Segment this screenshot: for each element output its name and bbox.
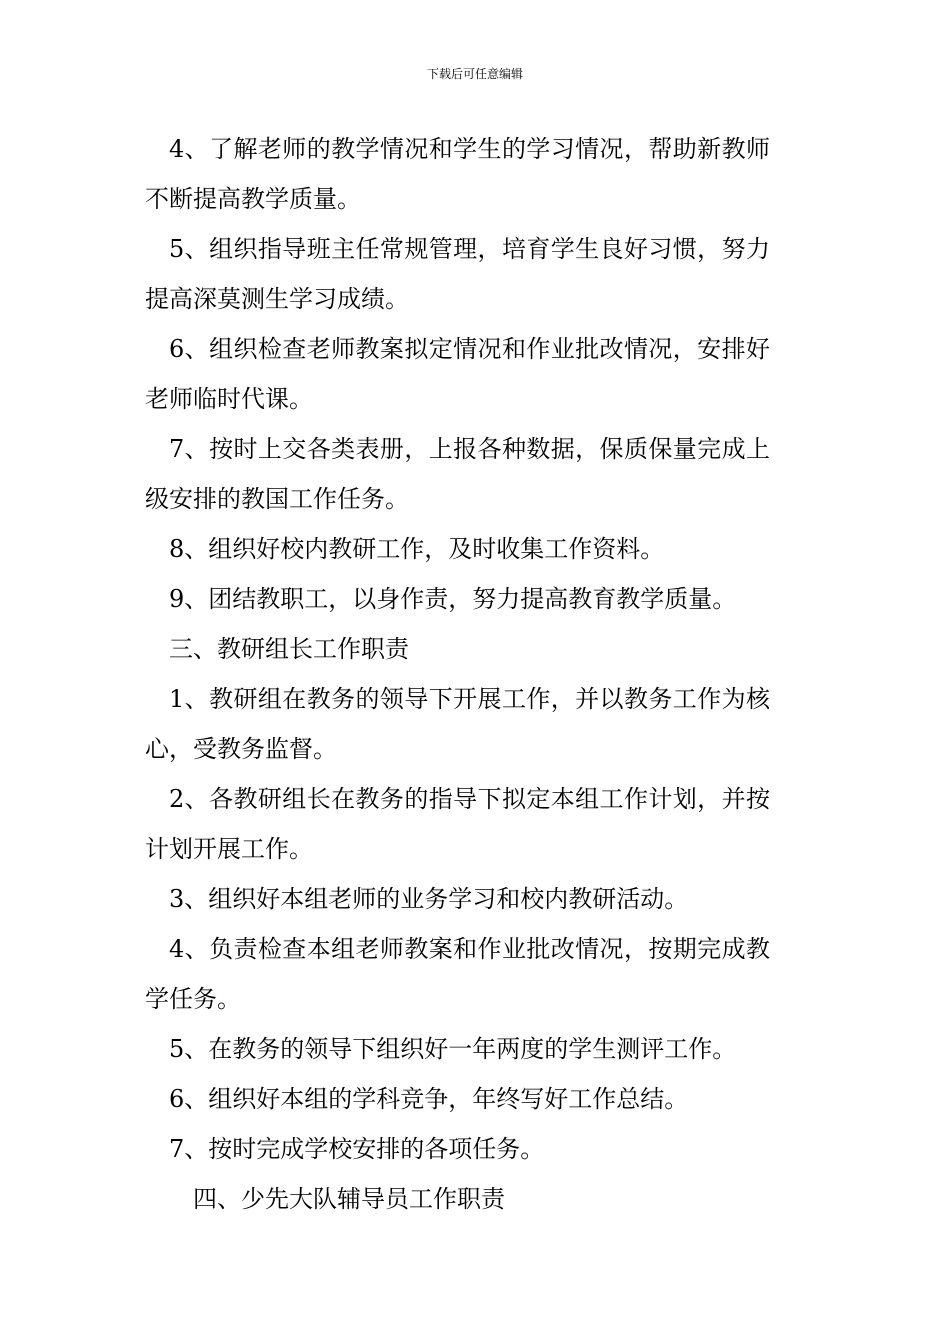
section-heading-3: 三、教研组长工作职责 [169, 635, 409, 663]
paragraph-item-7-submit-forms: 7、按时上交各类表册，上报各种数据，保质保量完成上级安排的教国工作任务。 [145, 435, 770, 513]
paragraph-item-2-work-plan: 2、各教研组长在教务的指导下拟定本组工作计划，并按计划开展工作。 [145, 785, 770, 863]
paragraph-item-9-unite-staff: 9、团结教职工，以身作责，努力提高教育教学质量。 [169, 585, 737, 613]
paragraph-item-4-understand-teaching: 4、了解老师的教学情况和学生的学习情况，帮助新教师不断提高教学质量。 [145, 135, 770, 213]
paragraph-item-6-lesson-plan-check: 6、组织检查老师教案拟定情况和作业批改情况，安排好老师临时代课。 [145, 335, 770, 413]
paragraph-item-8-research-work: 8、组织好校内教研工作，及时收集工作资料。 [169, 535, 665, 563]
paragraph-item-5-student-evaluation: 5、在教务的领导下组织好一年两度的学生测评工作。 [169, 1035, 737, 1063]
paragraph-item-6-subject-competition: 6、组织好本组的学科竞争，年终写好工作总结。 [169, 1085, 689, 1113]
page-header: 下载后可任意编辑 [426, 67, 523, 81]
section-heading-4: 四、少先大队辅导员工作职责 [193, 1185, 505, 1213]
paragraph-item-1-research-group: 1、教研组在教务的领导下开展工作，并以教务工作为核心，受教务监督。 [145, 685, 770, 763]
paragraph-item-3-business-study: 3、组织好本组老师的业务学习和校内教研活动。 [169, 885, 689, 913]
paragraph-item-5-class-management: 5、组织指导班主任常规管理，培育学生良好习惯，努力提高深莫测生学习成绩。 [145, 235, 770, 313]
document-body [145, 124, 770, 1224]
paragraph-item-7-complete-tasks: 7、按时完成学校安排的各项任务。 [169, 1135, 545, 1163]
paragraph-item-4-check-plans: 4、负责检查本组老师教案和作业批改情况，按期完成教学任务。 [145, 935, 770, 1013]
